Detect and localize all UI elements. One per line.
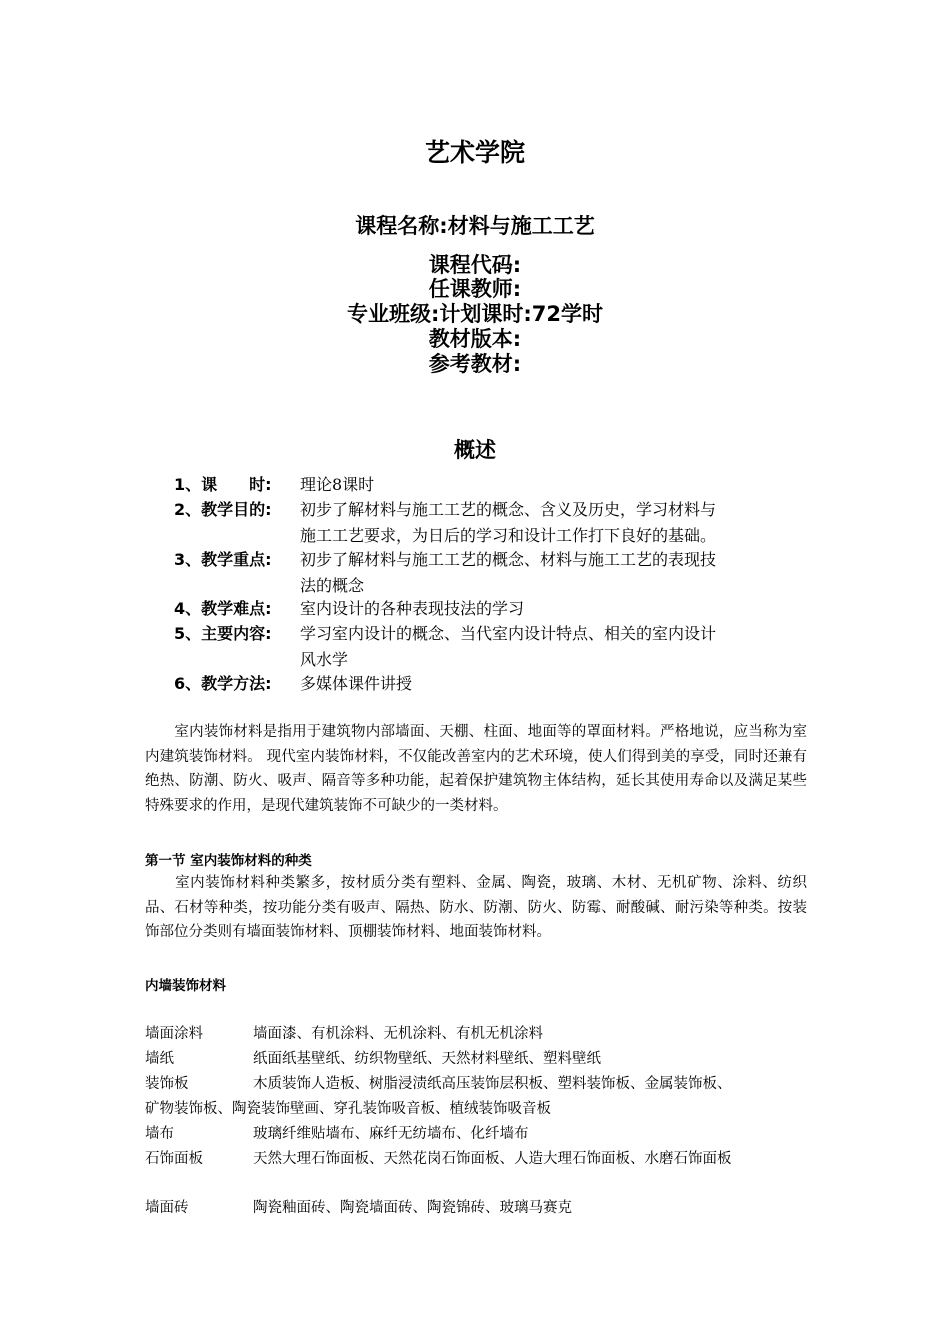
material-row (145, 1196, 572, 1217)
overview-item (174, 597, 524, 621)
material-row (145, 1022, 543, 1043)
material-value: 天然大理石饰面板、天然花岗石饰面板、人造大理石饰面板、水磨石饰面板 (253, 1151, 732, 1167)
section-paragraph: 室内装饰材料种类繁多，按材质分类有塑料、金属、陶瓷，玻璃、木材、无机矿物、涂料、纺织品、石材等种类，按功能分类有吸声、隔热、防水、防潮、防火、防霉、耐酸碱、耐污染等种类。按装饰部位分类则有墙面装饰材料、顶棚装饰材料、地面装饰材料。 (145, 875, 807, 940)
overview-title: 概述 (454, 438, 496, 462)
material-value-cont: 矿物装饰板、陶瓷装饰壁画、穿孔装饰吸音板、植绒装饰吸音板 (145, 1101, 551, 1117)
reference: 参考教材: (428, 352, 522, 376)
overview-item (174, 498, 716, 522)
material-value: 墙面漆、有机涂料、无机涂料、有机无机涂料 (253, 1026, 543, 1042)
item-text: 初步了解材料与施工工艺的概念、材料与施工工艺的表现技 (300, 550, 717, 569)
overview-item (174, 672, 412, 696)
item-label: 2、教学目的: (174, 500, 272, 519)
material-name: 墙纸 (145, 1051, 174, 1067)
material-name: 石饰面板 (145, 1151, 203, 1167)
item-text-cont: 风水学 (300, 650, 349, 669)
interior-wall-title: 内墙装饰材料 (145, 978, 226, 994)
item-text: 理论8课时 (300, 475, 375, 494)
material-value: 陶瓷釉面砖、陶瓷墙面砖、陶瓷锦砖、玻璃马赛克 (253, 1200, 572, 1216)
item-text: 学习室内设计的概念、当代室内设计特点、相关的室内设计 (300, 624, 717, 643)
item-text-cont: 法的概念 (300, 576, 365, 595)
item-label: 6、教学方法: (174, 674, 272, 693)
overview-item (174, 622, 716, 646)
textbook: 教材版本: (428, 327, 522, 351)
school-title: 艺术学院 (424, 138, 525, 167)
material-name: 墙面涂料 (145, 1026, 203, 1042)
material-row (145, 1147, 732, 1168)
class-hours: 专业班级:计划课时:72学时 (346, 302, 604, 326)
material-name: 墙布 (145, 1126, 174, 1142)
item-label: 1、课 时: (174, 475, 272, 494)
item-text: 室内设计的各种表现技法的学习 (300, 599, 525, 618)
material-value: 纸面纸基壁纸、纺织物壁纸、天然材料壁纸、塑料壁纸 (253, 1051, 601, 1067)
teacher: 任课教师: (428, 277, 522, 301)
item-text-cont: 施工工艺要求，为日后的学习和设计工作打下良好的基础。 (300, 526, 717, 545)
overview-item (174, 548, 716, 572)
course-code: 课程代码: (428, 253, 522, 277)
course-name: 课程名称:材料与施工工艺 (355, 214, 595, 238)
item-label: 5、主要内容: (174, 624, 272, 643)
item-text: 初步了解材料与施工工艺的概念、含义及历史，学习材料与 (300, 500, 717, 519)
material-value: 木质装饰人造板、树脂浸渍纸高压装饰层积板、塑料装饰板、金属装饰板、 (253, 1076, 732, 1092)
overview-item (174, 473, 374, 497)
item-label: 4、教学难点: (174, 599, 272, 618)
item-text: 多媒体课件讲授 (300, 674, 413, 693)
material-row (145, 1047, 601, 1068)
intro-paragraph: 室内装饰材料是指用于建筑物内部墙面、天棚、柱面、地面等的罩面材料。严格地说，应当称为室内建筑装饰材料。 现代室内装饰材料，不仅能改善室内的艺术环境，使人们得到美的享受，同时还兼有绝热、防潮、防火、吸声、隔音等多种功能，起着保护建筑物主体结构，延长其使用寿命以及满足某些特殊要求的作用，是现代建筑装饰不可缺少的一类材料。 (145, 724, 807, 814)
material-value: 玻璃纤维贴墙布、麻纤无纺墙布、化纤墙布 (253, 1126, 529, 1142)
material-row (145, 1122, 529, 1143)
material-name: 装饰板 (145, 1076, 189, 1092)
material-row (145, 1072, 732, 1093)
material-name: 墙面砖 (145, 1200, 189, 1216)
section-title: 第一节 室内装饰材料的种类 (145, 853, 312, 869)
item-label: 3、教学重点: (174, 550, 272, 569)
